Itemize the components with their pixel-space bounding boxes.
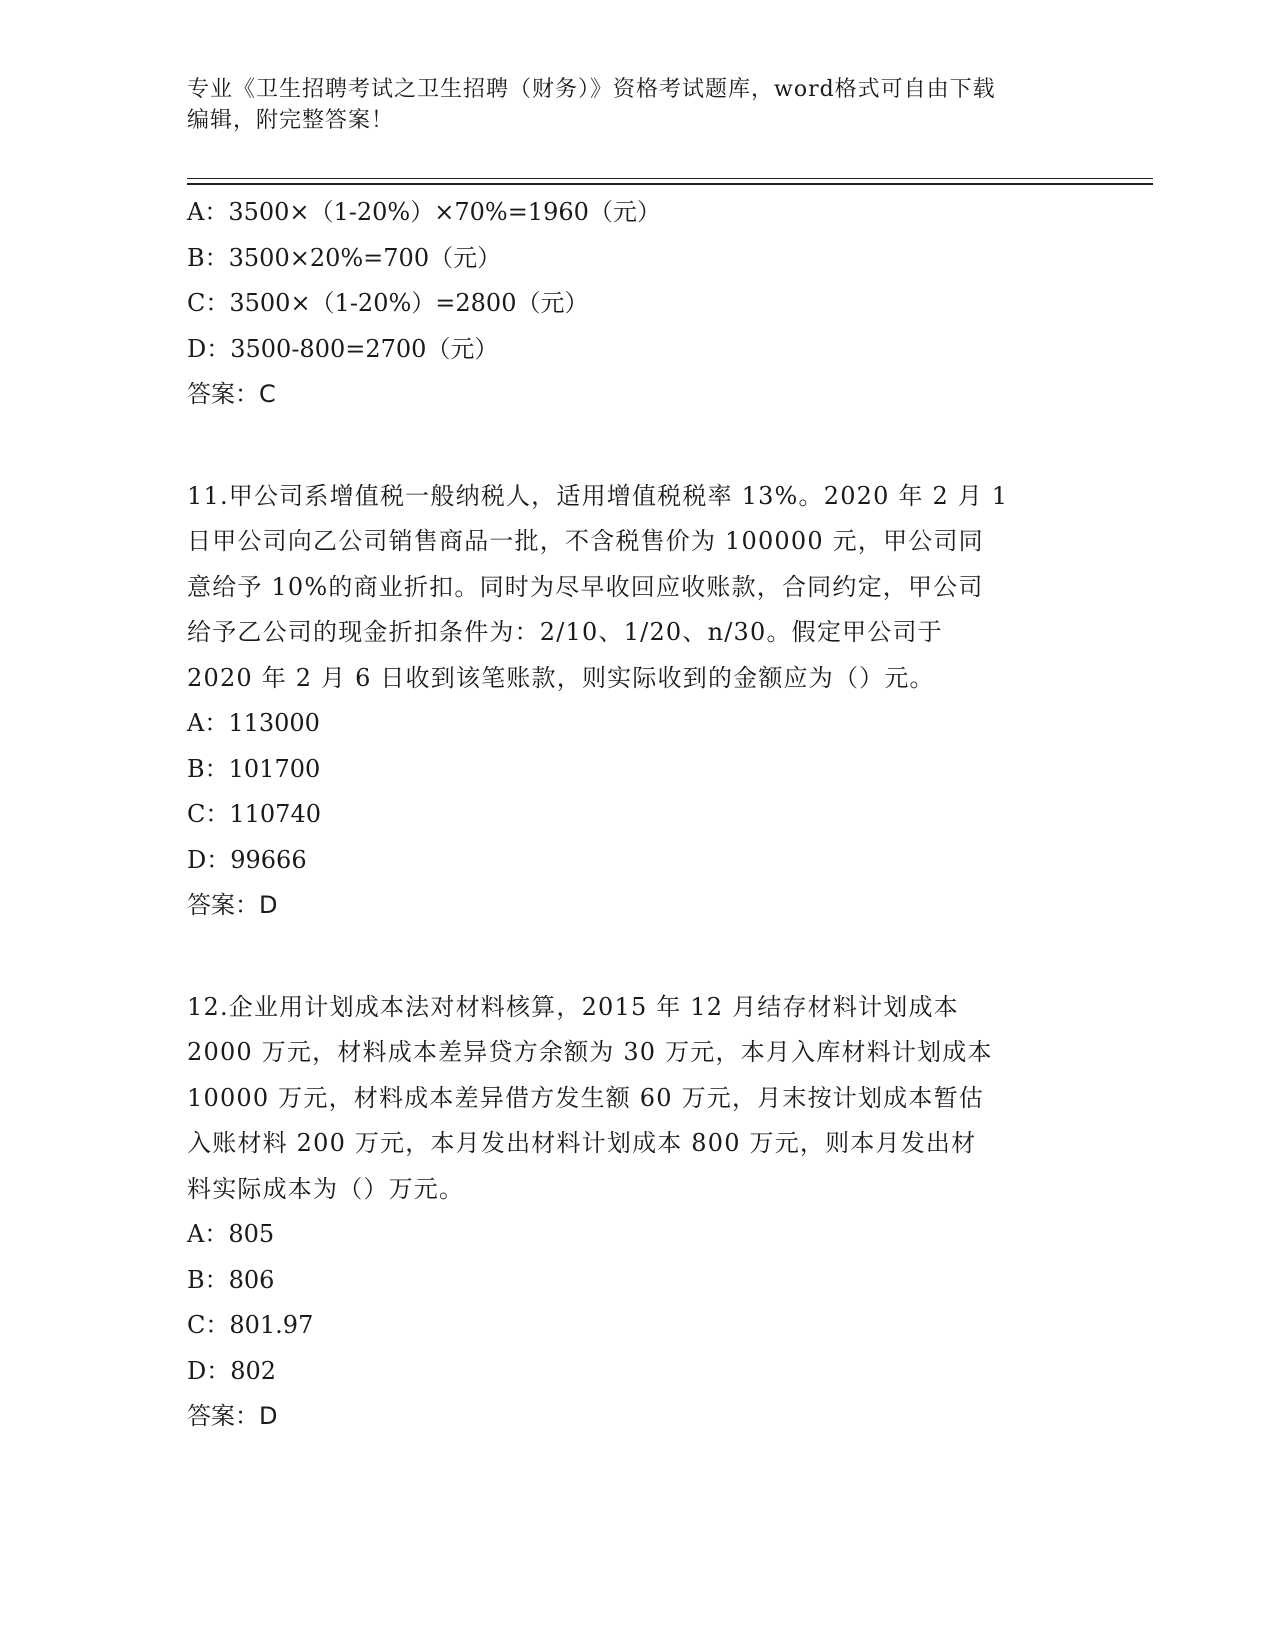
- option-c: C：801.97: [187, 1311, 314, 1339]
- option-c: C：110740: [187, 800, 321, 828]
- question-text-line: 12.企业用计划成本法对材料核算，2015 年 12 月结存材料计划成本: [187, 992, 959, 1021]
- option-d: D：99666: [187, 845, 307, 874]
- question-11-block: [187, 474, 1087, 929]
- document-header: [187, 74, 1067, 136]
- option-b: B：101700: [187, 754, 321, 783]
- answer-line: 答案：D: [187, 1402, 278, 1430]
- question-12-block: [187, 985, 1087, 1440]
- header-line-2: 编辑，附完整答案！: [187, 108, 395, 133]
- question-content: [187, 190, 1087, 1440]
- option-d: D：3500-800=2700（元）: [187, 334, 499, 363]
- option-b: B：806: [187, 1265, 275, 1294]
- header-line-1: 专业《卫生招聘考试之卫生招聘（财务）》资格考试题库，word格式可自由下载: [187, 77, 996, 102]
- previous-question-block: [187, 190, 1087, 418]
- header-rule-thick: [187, 183, 1153, 185]
- question-text-line: 日甲公司向乙公司销售商品一批，不含税售价为 100000 元，甲公司同: [187, 527, 984, 555]
- option-a: A：3500×（1-20%）×70%=1960（元）: [187, 198, 661, 226]
- option-d: D：802: [187, 1356, 277, 1385]
- option-a: A：805: [187, 1220, 275, 1248]
- question-text-line: 2020 年 2 月 6 日收到该笔账款，则实际收到的金额应为（）元。: [187, 663, 935, 692]
- question-text-line: 意给予 10%的商业折扣。同时为尽早收回应收账款，合同约定，甲公司: [187, 572, 984, 601]
- answer-line: 答案：D: [187, 891, 278, 919]
- question-11-text: [187, 474, 1087, 702]
- question-text-line: 入账材料 200 万元，本月发出材料计划成本 800 万元，则本月发出材: [187, 1129, 977, 1157]
- question-12-text: [187, 985, 1087, 1213]
- question-text-line: 料实际成本为（）万元。: [187, 1174, 465, 1203]
- header-rule-thin: [187, 178, 1153, 179]
- question-text-line: 11.甲公司系增值税一般纳税人，适用增值税税率 13%。2020 年 2 月 1: [187, 481, 1009, 510]
- question-text-line: 10000 万元，材料成本差异借方发生额 60 万元，月末按计划成本暂估: [187, 1083, 984, 1112]
- option-b: B：3500×20%=700（元）: [187, 243, 502, 272]
- option-a: A：113000: [187, 709, 320, 737]
- question-text-line: 给予乙公司的现金折扣条件为：2/10、1/20、n/30。假定甲公司于: [187, 618, 943, 646]
- option-c: C：3500×（1-20%）=2800（元）: [187, 289, 589, 317]
- question-text-line: 2000 万元，材料成本差异贷方余额为 30 万元，本月入库材料计划成本: [187, 1038, 993, 1066]
- answer-line: 答案：C: [187, 380, 276, 408]
